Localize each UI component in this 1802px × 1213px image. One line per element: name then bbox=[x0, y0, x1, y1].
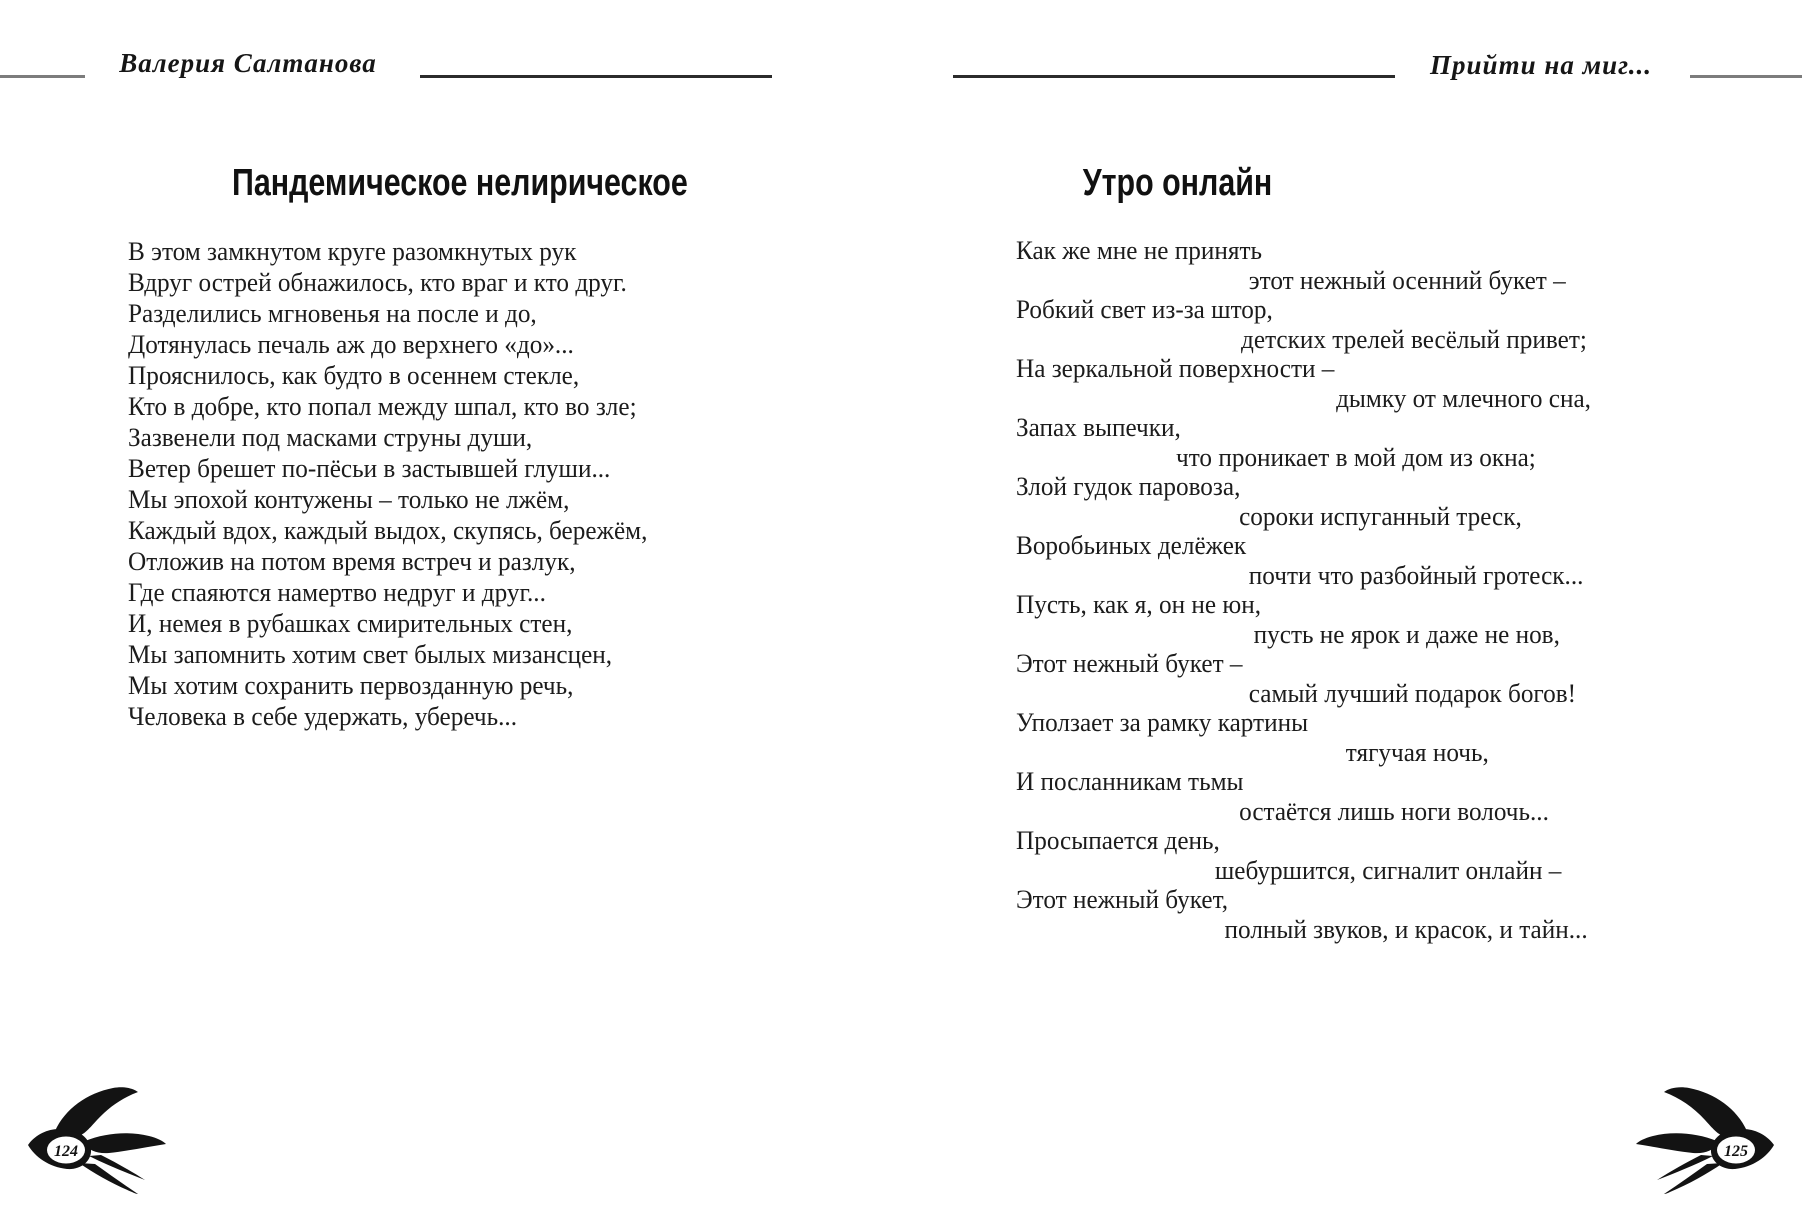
poem-line: Этот нежный букет, bbox=[1016, 885, 1229, 914]
poem-line: самый лучший подарок богов! bbox=[1248, 678, 1577, 708]
poem-line: Запах выпечки, bbox=[1016, 413, 1181, 442]
poem-line: Просыпается день, bbox=[1016, 826, 1220, 855]
swallow-icon bbox=[25, 1083, 175, 1195]
page-number-right: 125 bbox=[1724, 1143, 1748, 1160]
right-page-poem bbox=[1016, 162, 1591, 944]
poem-line: почти что разбойный гротеск... bbox=[1248, 560, 1584, 590]
header-rule-right-outer bbox=[1690, 75, 1802, 78]
poem-title-row bbox=[1016, 162, 1338, 208]
poem-title-row bbox=[128, 162, 792, 208]
swallow-silhouette bbox=[1636, 1087, 1774, 1194]
poem-line: Как же мне не принять bbox=[1016, 236, 1263, 265]
page-number-left: 124 bbox=[54, 1143, 78, 1160]
poem-body-left bbox=[128, 236, 792, 732]
poem-line: На зеркальной поверхности – bbox=[1016, 354, 1335, 383]
poem-line: Разделились мгновенья на после и до, bbox=[128, 299, 537, 328]
left-page-poem bbox=[128, 162, 792, 732]
poem-line: пусть не ярок и даже не нов, bbox=[1253, 619, 1560, 649]
poem-line: детских трелей весёлый привет; bbox=[1241, 324, 1587, 354]
poem-title-right: Утро онлайн bbox=[1082, 162, 1272, 204]
poem-line: тягучая ночь, bbox=[1345, 737, 1489, 767]
poem-line: И посланникам тьмы bbox=[1016, 767, 1244, 796]
poem-line: остаётся лишь ноги волочь... bbox=[1239, 796, 1549, 826]
poem-line: Злой гудок паровоза, bbox=[1016, 472, 1241, 501]
poem-line: Мы запомнить хотим свет былых мизансцен, bbox=[128, 640, 613, 669]
poem-line: дымку от млечного сна, bbox=[1336, 383, 1591, 413]
poem-line: Человека в себе удержать, уберечь... bbox=[128, 702, 518, 731]
poem-line: Воробьиных делёжек bbox=[1016, 531, 1247, 560]
swallow-icon bbox=[1627, 1083, 1777, 1195]
poem-line: Вдруг острей обнажилось, кто враг и кто друг. bbox=[128, 268, 627, 297]
running-head-book-title: Прийти на миг... bbox=[1430, 50, 1652, 80]
poem-line: Этот нежный букет – bbox=[1016, 649, 1243, 678]
poem-line: Зазвенели под масками струны души, bbox=[128, 423, 533, 452]
poem-line: полный звуков, и красок, и тайн... bbox=[1224, 914, 1588, 944]
poem-line: Пусть, как я, он не юн, bbox=[1016, 590, 1262, 619]
poem-line: Где спаяются намертво недруг и друг... bbox=[128, 578, 546, 607]
poem-line: В этом замкнутом круге разомкнутых рук bbox=[128, 237, 577, 266]
header-rule-right-inner bbox=[953, 75, 1395, 78]
poem-line: Робкий свет из-за штор, bbox=[1016, 295, 1273, 324]
poem-line: сороки испуганный треск, bbox=[1239, 501, 1522, 531]
poem-line: Отложив на потом время встреч и разлук, bbox=[128, 547, 576, 576]
poem-line: И, немея в рубашках смирительных стен, bbox=[128, 609, 573, 638]
poem-line: Уползает за рамку картины bbox=[1016, 708, 1309, 737]
poem-line: Мы хотим сохранить первозданную речь, bbox=[128, 671, 574, 700]
poem-line: Каждый вдох, каждый выдох, скупясь, бережём, bbox=[128, 516, 648, 545]
poem-line: что проникает в мой дом из окна; bbox=[1176, 442, 1536, 472]
poem-line: Мы эпохой контужены – только не лжём, bbox=[128, 485, 570, 514]
poem-line: Ветер брешет по-пёсьи в застывшей глуши... bbox=[128, 454, 611, 483]
header-rule-left-outer bbox=[0, 75, 85, 78]
poem-line: этот нежный осенний букет – bbox=[1248, 265, 1566, 295]
poem-title-left: Пандемическое нелирическое bbox=[232, 162, 688, 204]
running-head-author: Валерия Салтанова bbox=[119, 48, 377, 78]
poem-line: шебуршится, сигналит онлайн – bbox=[1214, 855, 1562, 885]
poem-line: Дотянулась печаль аж до верхнего «до»... bbox=[128, 330, 574, 359]
poem-line: Кто в добре, кто попал между шпал, кто во зле; bbox=[128, 392, 637, 421]
poem-line: Прояснилось, как будто в осеннем стекле, bbox=[128, 361, 580, 390]
poem-body-right bbox=[1016, 236, 1591, 944]
swallow-silhouette bbox=[28, 1087, 166, 1194]
header-rule-left-inner bbox=[420, 75, 772, 78]
